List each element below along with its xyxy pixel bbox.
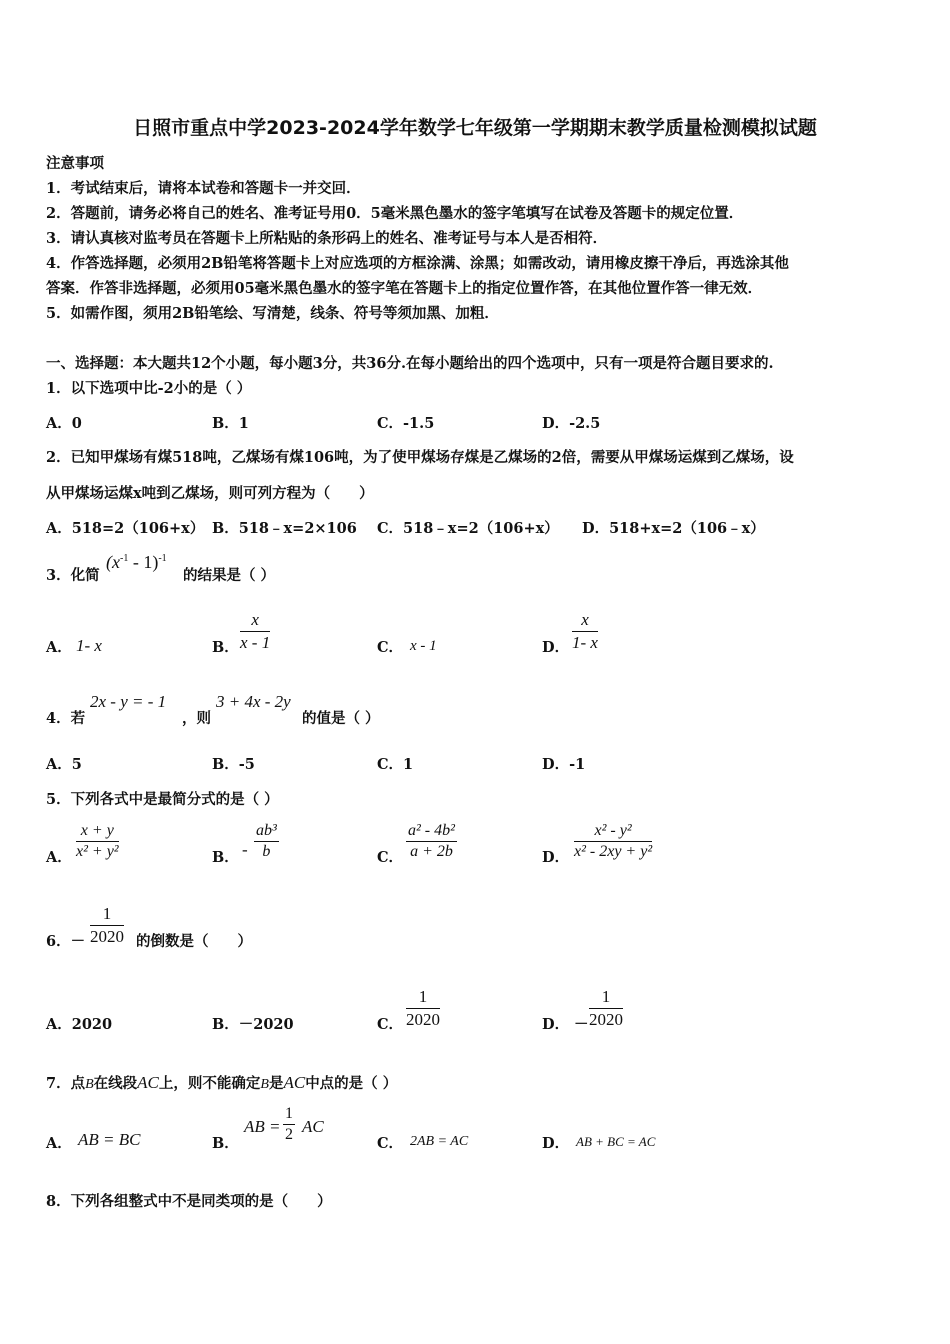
- q6-suffix: 的倒数是（ ）: [136, 933, 252, 950]
- q5-option-a-label: A．: [46, 849, 72, 866]
- notes-heading: 注意事项: [46, 155, 104, 172]
- q3-option-b-label: B．: [212, 639, 239, 656]
- q2-option-c: C．518﹣x=2（106+x）: [377, 520, 559, 537]
- q6-option-c-fraction: $\frac{1}{2020}$: [406, 987, 440, 1029]
- q4-option-a: A．5: [46, 756, 82, 773]
- q7-option-b-post: AC: [302, 1117, 324, 1136]
- q7-option-b-pre: AB =: [244, 1117, 281, 1136]
- q4-suffix: 的值是（ ）: [302, 710, 380, 727]
- q2-option-b: B．518﹣x=2×106: [212, 520, 357, 537]
- q6-prefix: 6．－: [46, 933, 86, 950]
- q3-option-c-math: x - 1: [410, 638, 437, 654]
- note-item: 5．如需作图，须用2B铅笔绘、写清楚，线条、符号等须加黑、加粗．: [46, 305, 499, 322]
- q2-stem-line2: 从甲煤场运煤x吨到乙煤场，则可列方程为（ ）: [46, 485, 374, 502]
- q6-option-a: A．2020: [46, 1016, 113, 1033]
- q3-expression: $(x^{-1} - 1)^{-1}$: [106, 552, 167, 572]
- note-item: 2．答题前，请务必将自己的姓名、准考证号用0．5毫米黑色墨水的签字笔填写在试卷及答题卡的规定位置．: [46, 205, 744, 222]
- q7-option-b-label: B．: [212, 1135, 239, 1152]
- q7-option-a-label: A．: [46, 1135, 72, 1152]
- note-item: 答案．作答非选择题，必须用05毫米黑色墨水的签字笔在答题卡上的指定位置作答，在其他位置作答一律无效．: [46, 280, 763, 297]
- q5-option-b-sign: -: [242, 840, 248, 859]
- q4-option-b: B．-5: [212, 756, 255, 773]
- q6-option-d-label: D．: [542, 1016, 570, 1033]
- section-heading: 一、选择题：本大题共12个小题，每小题3分，共36分.在每小题给出的四个选项中，只有一项是符合题目要求的.: [46, 355, 774, 372]
- q3-option-d-fraction: $\frac{x}{1- x}$: [572, 610, 598, 652]
- q4-option-c: C．1: [377, 756, 414, 773]
- note-item: 1．考试结束后，请将本试卷和答题卡一并交回．: [46, 180, 361, 197]
- note-item: 4．作答选择题，必须用2B铅笔将答题卡上对应选项的方框涂满、涂黑；如需改动，请用橡皮擦干净后，再选涂其他: [46, 255, 789, 272]
- q1-option-d: D．-2.5: [542, 415, 601, 432]
- q4-mid: ，则: [182, 710, 211, 727]
- q6-option-d-sign: －: [574, 1016, 589, 1033]
- q5-stem: 5．下列各式中是最简分式的是（ ）: [46, 791, 279, 808]
- q8-stem: 8．下列各组整式中不是同类项的是（ ）: [46, 1193, 332, 1210]
- q3-suffix: 的结果是（ ）: [183, 567, 276, 584]
- q2-stem-line1: 2．已知甲煤场有煤518吨，乙煤场有煤106吨，为了使甲煤场存煤是乙煤场的2倍，需要从甲煤场运煤到乙煤场，设: [46, 449, 794, 466]
- q7-stem: 7．点B在线段AC上，则不能确定B是AC中点的是（ ）: [46, 1073, 398, 1092]
- q1-option-c: C．-1.5: [377, 415, 435, 432]
- q2-option-a: A．518=2（106+x）: [46, 520, 205, 537]
- q3-option-c-label: C．: [377, 639, 404, 656]
- q1-option-a: A．0: [46, 415, 82, 432]
- q4-option-d: D．-1: [542, 756, 586, 773]
- q7-option-c-math: 2AB = AC: [410, 1134, 469, 1149]
- q6-option-c-label: C．: [377, 1016, 404, 1033]
- q3-option-a-math: 1- x: [76, 636, 102, 655]
- q6-option-d-fraction: $\frac{1}{2020}$: [589, 987, 623, 1029]
- q7-option-d-label: D．: [542, 1135, 570, 1152]
- page-title: 日照市重点中学2023-2024学年数学七年级第一学期期末教学质量检测模拟试题: [133, 117, 817, 139]
- q3-option-d-label: D．: [542, 639, 570, 656]
- q4-expression: 3 + 4x - 2y: [216, 692, 291, 711]
- note-item: 3．请认真核对监考员在答题卡上所粘贴的条形码上的姓名、准考证号与本人是否相符．: [46, 230, 608, 247]
- q1-stem: 1．以下选项中比-2小的是（ ）: [46, 380, 252, 397]
- q5-option-c-label: C．: [377, 849, 404, 866]
- q3-option-b-fraction: $\frac{x}{x - 1}$: [240, 610, 271, 652]
- q5-option-b-fraction: $\frac{\text{ab³}}{b}$: [256, 822, 277, 860]
- q7-option-c-label: C．: [377, 1135, 404, 1152]
- q6-option-b: B．－2020: [212, 1016, 294, 1033]
- q7-option-d-math: AB + BC = AC: [576, 1134, 656, 1149]
- q5-option-d-fraction: $\frac{\text{x² - y²}}{\text{x² - 2xy + y²}}$: [574, 822, 653, 860]
- q4-prefix: 4．若: [46, 710, 86, 727]
- q5-option-a-fraction: $\frac{x + y}{\text{x² + y²}}$: [76, 822, 119, 860]
- q7-option-a-math: AB = BC: [78, 1130, 141, 1149]
- q3-option-a-label: A．: [46, 639, 72, 656]
- q4-condition: 2x - y = - 1: [90, 692, 167, 711]
- q3-prefix: 3．化简: [46, 567, 100, 584]
- q1-option-b: B．1: [212, 415, 249, 432]
- q6-fraction: $\frac{1}{2020}$: [90, 904, 124, 946]
- q5-option-b-label: B．: [212, 849, 239, 866]
- q7-option-b-fraction: $\frac{1}{2}$: [285, 1105, 293, 1143]
- q2-option-d: D．518+x=2（106﹣x）: [582, 520, 765, 537]
- q5-option-d-label: D．: [542, 849, 570, 866]
- q5-option-c-fraction: $\frac{\text{a² - 4b²}}{a + 2b}$: [408, 822, 455, 860]
